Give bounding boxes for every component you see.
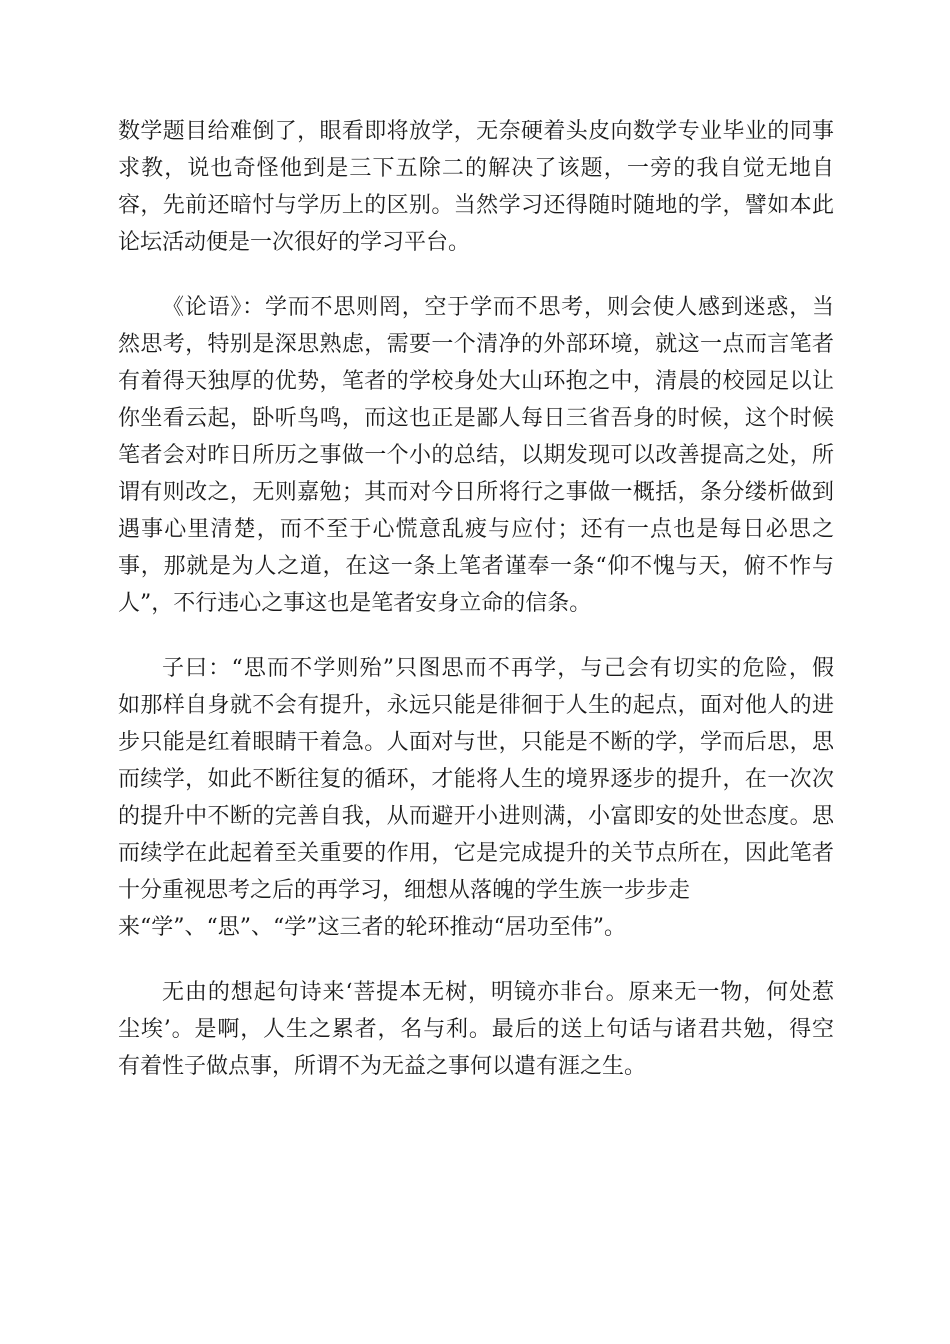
text-line: 求教，说也奇怪他到是三下五除二的解决了该题，一旁的我自觉无地自: [118, 156, 834, 181]
paragraph-4: [118, 974, 834, 1085]
text-line: 子曰：“思而不学则殆”只图思而不再学，与己会有切实的危险，假: [162, 656, 834, 681]
text-line: 然思考，特别是深思熟虑，需要一个清净的外部环境，就这一点而言笔者: [118, 332, 834, 357]
text-line: 的提升中不断的完善自我，从而避开小进则满，小富即安的处世态度。思: [118, 804, 834, 829]
text-line: 尘埃’。是啊，人生之累者，名与利。最后的送上句话与诸君共勉，得空: [118, 1017, 834, 1042]
document-body: [118, 113, 834, 1085]
text-line: 步只能是红着眼睛干着急。人面对与世，只能是不断的学，学而后思，思: [118, 730, 834, 755]
text-line: 遇事心里清楚，而不至于心慌意乱疲与应付；还有一点也是每日必思之: [118, 517, 834, 542]
text-line: 你坐看云起，卧听鸟鸣，而这也正是鄙人每日三省吾身的时候，这个时候: [118, 406, 834, 431]
paragraph-3: [118, 650, 834, 946]
text-line: 而续学，如此不断往复的循环，才能将人生的境界逐步的提升，在一次次: [118, 767, 834, 792]
text-line: 数学题目给难倒了，眼看即将放学，无奈硬着头皮向数学专业毕业的同事: [118, 119, 834, 144]
text-line: 笔者会对昨日所历之事做一个小的总结，以期发现可以改善提高之处，所: [118, 443, 834, 468]
text-line: 论坛活动便是一次很好的学习平台。: [118, 230, 471, 255]
text-line: 容，先前还暗忖与学历上的区别。当然学习还得随时随地的学，譬如本此: [118, 193, 834, 218]
text-line: 来“学”、“思”、“学”这三者的轮环推动“居功至伟”。: [118, 915, 626, 940]
text-line: 如那样自身就不会有提升，永远只能是徘徊于人生的起点，面对他人的进: [118, 693, 834, 718]
paragraph-2: [118, 289, 834, 622]
text-line: 而续学在此起着至关重要的作用，它是完成提升的关节点所在，因此笔者: [118, 841, 834, 866]
text-line: 无由的想起句诗来‘菩提本无树，明镜亦非台。原来无一物，何处惹: [162, 980, 834, 1005]
text-line: 《论语》：学而不思则罔，空于学而不思考，则会使人感到迷惑，当: [162, 295, 834, 320]
text-line: 有着性子做点事，所谓不为无益之事何以遣有涯之生。: [118, 1054, 647, 1079]
paragraph-1: [118, 113, 834, 261]
text-line: 谓有则改之，无则嘉勉；其而对今日所将行之事做一概括，条分缕析做到: [118, 480, 834, 505]
text-line: 人”，不行违心之事这也是笔者安身立命的信条。: [118, 591, 592, 616]
text-line: 事，那就是为人之道，在这一条上笔者谨奉一条“仰不愧与天，俯不怍与: [118, 554, 834, 579]
text-line: 十分重视思考之后的再学习，细想从落魄的学生族一步步走: [118, 878, 691, 903]
text-line: 有着得天独厚的优势，笔者的学校身处大山环抱之中，清晨的校园足以让: [118, 369, 834, 394]
